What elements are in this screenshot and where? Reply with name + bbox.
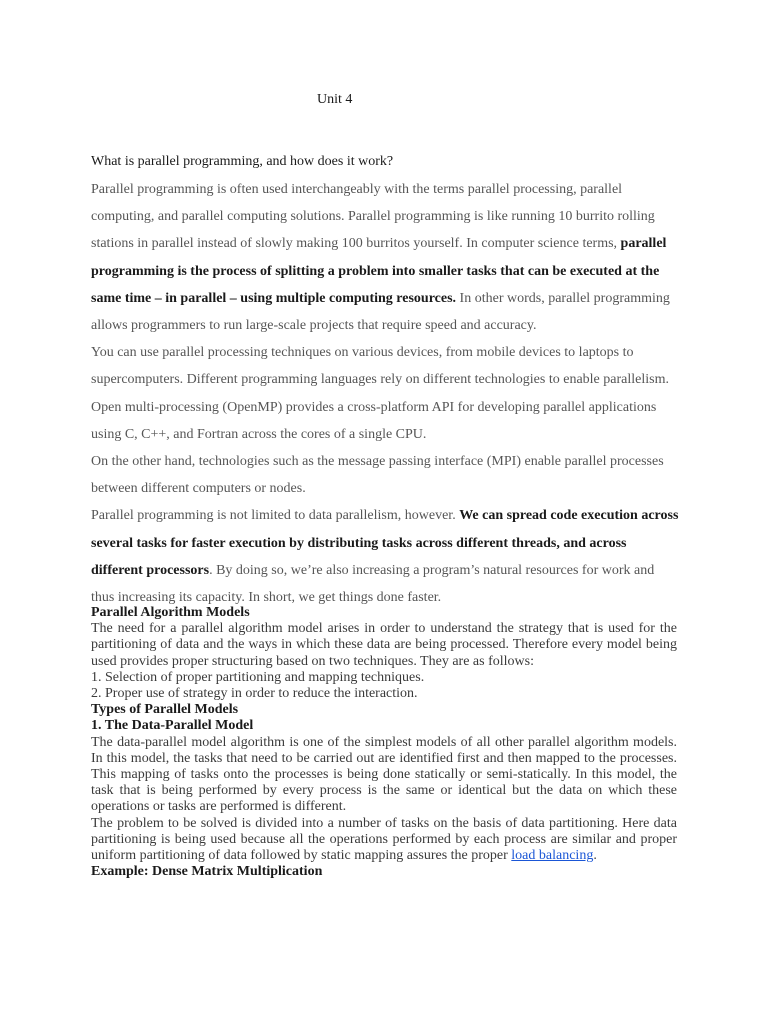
load-balancing-link[interactable]: load balancing	[511, 848, 594, 864]
heading-example: Example: Dense Matrix Multiplication	[91, 864, 323, 880]
paragraph-text: The problem to be solved is divided into a number of tasks on the basis of data partitioning. Here data partitioning is being used because all the operations performed by each process are similar and proper uniform partitioning of data followed by static mapping assures the proper	[91, 815, 677, 864]
paragraph-text: . By doing so, we’re also increasing a program’s natural resources for work and thus increasing its capacity. In short, we get things done faster.	[91, 562, 655, 606]
list-item: 2. Proper use of strategy in order to reduce the interaction.	[91, 686, 418, 702]
paragraph-devices: You can use parallel processing techniques on various devices, from mobile devices to laptops to supercomputers. Different programming languages rely on different technologies to enable parallelism. Open multi-processing (OpenMP) provides a cross-platform API for developing parallel applications using C, C++, and Fortran across the cores of a single CPU.	[91, 345, 669, 442]
list-item: 1. Selection of proper partitioning and mapping techniques.	[91, 669, 425, 685]
paragraph-not-limited	[91, 502, 681, 611]
paragraph-data-partitioning	[91, 816, 677, 865]
paragraph-model-need: The need for a parallel algorithm model arises in order to understand the strategy that is used for the partitioning of data and the ways in which these data are being processed. Therefore every model being used provides proper structuring based on two techniques. They are as follows:	[91, 621, 677, 669]
paragraph-mpi: On the other hand, technologies such as the message passing interface (MPI) enable parallel processes between different computers or nodes.	[91, 454, 664, 497]
heading-types-of-models: Types of Parallel Models	[91, 702, 239, 718]
paragraph-text: In other words, parallel programming allows programmers to run large-scale projects that require speed and accuracy.	[91, 290, 670, 334]
heading-data-parallel-model: 1. The Data-Parallel Model	[91, 718, 254, 734]
paragraph-text: Parallel programming is not limited to data parallelism, however.	[91, 508, 460, 524]
paragraph-text: .	[593, 848, 597, 864]
paragraph-text: Parallel programming is often used interchangeably with the terms parallel processing, parallel computing, and parallel computing solutions. Parallel programming is like running 10 burrito rolling stations in parallel instead of slowly making 100 burritos yourself. In computer science terms,	[91, 182, 655, 252]
question-heading: What is parallel programming, and how does it work?	[91, 154, 394, 169]
models-section	[91, 605, 677, 880]
intro-section	[91, 176, 681, 611]
bold-definition: parallel programming is the process of splitting a problem into smaller tasks that can be executed at the same time – in parallel – using multiple computing resources.	[91, 236, 667, 306]
bold-statement: We can spread code execution across several tasks for faster execution by distributing tasks across different threads, and across different processors	[91, 508, 679, 578]
paragraph-data-parallel: The data-parallel model algorithm is one of the simplest models of all other parallel algorithm models. In this model, the tasks that need to be carried out are identified first and then mapped to the processes. This mapping of tasks onto the processes is being done statically or semi-statically. In this model, the task that is being performed by every process is the same or identical but the data on which these operations or tasks are performed is different.	[91, 734, 677, 815]
document-title: Unit 4	[317, 92, 353, 107]
heading-parallel-algorithm-models: Parallel Algorithm Models	[91, 605, 250, 620]
paragraph-definition	[91, 176, 681, 339]
